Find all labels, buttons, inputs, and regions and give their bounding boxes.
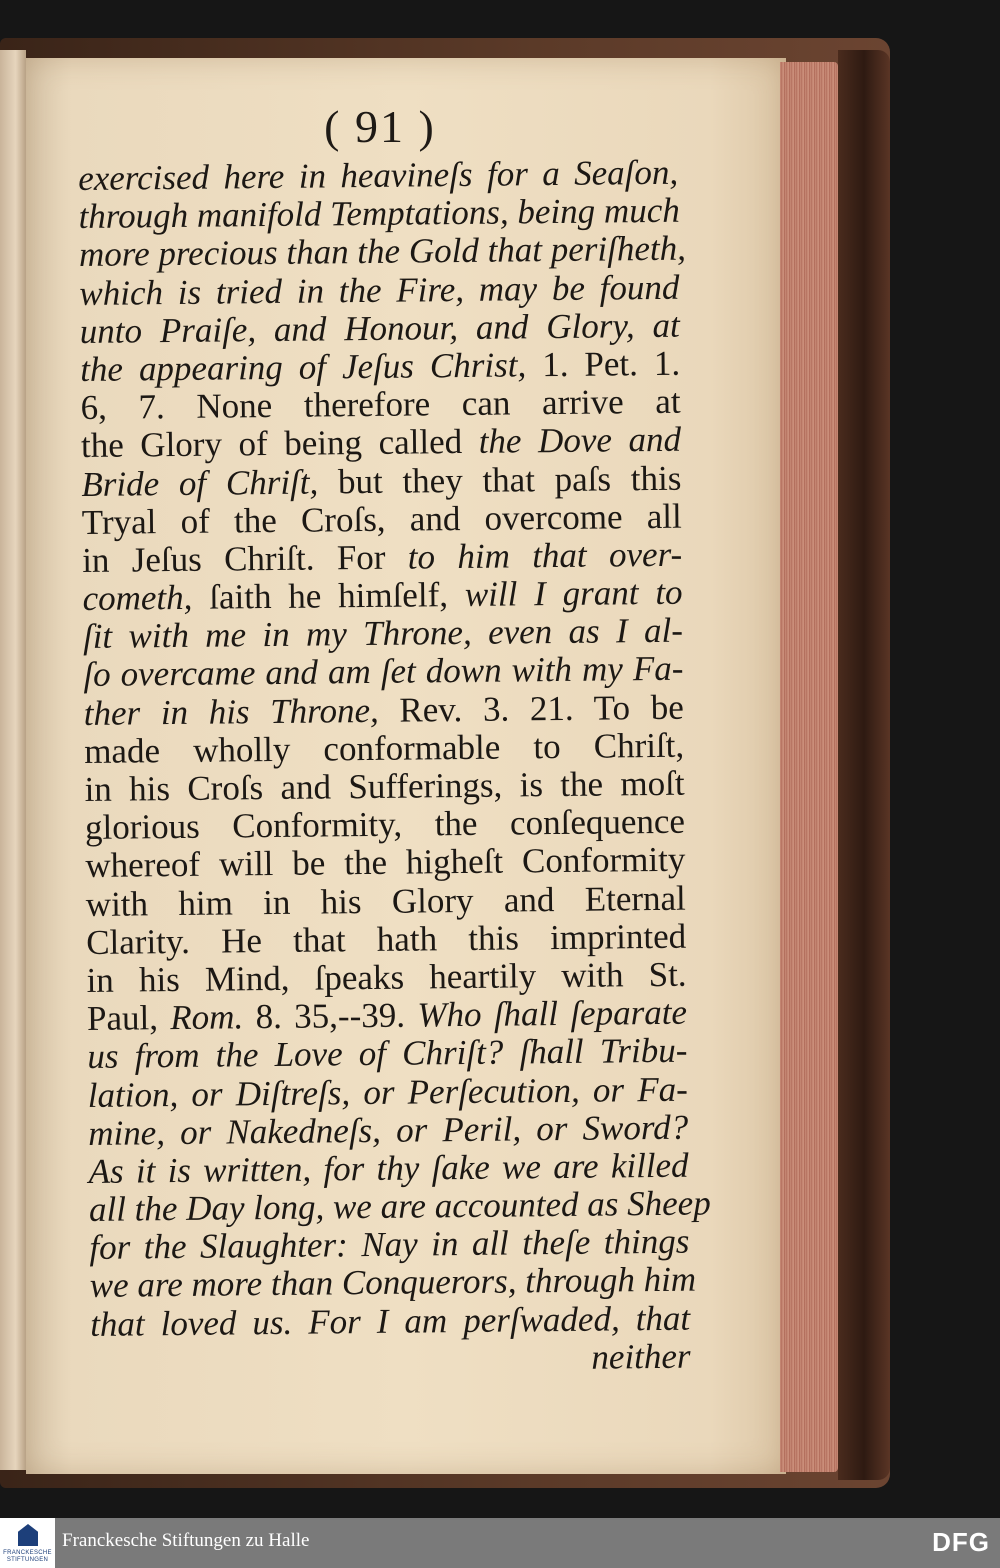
institution-logo[interactable]	[0, 1518, 55, 1568]
italic-text: unto Praiſe, and Honour, and Glory, at	[79, 305, 680, 351]
franckesche-logo-icon	[18, 1524, 38, 1546]
italic-text: us from the Love of Chriſt? ſhall Tribu-	[87, 1030, 688, 1077]
italic-text: Bride of Chriſt,	[81, 461, 339, 504]
italic-text: lation, or Diſtreſs, or Perſecution, or Fa-	[87, 1069, 688, 1115]
catchword: neither	[591, 1336, 691, 1377]
roman-text: Paul,	[86, 998, 171, 1039]
previous-page-edge	[0, 50, 26, 1470]
roman-text: in his Mind, ſpeaks heartily with St.	[86, 954, 687, 1000]
italic-text: will I grant to	[464, 572, 683, 615]
roman-text: glorious Conformity, the conſequence	[84, 801, 686, 848]
institution-name[interactable]: Franckesche Stiftungen zu Halle	[62, 1530, 310, 1551]
roman-text: whereof will be the higheſt Conformity	[85, 840, 686, 886]
italic-text: ſit with me in my Throne, even as I al-	[82, 610, 684, 657]
italic-text: we are more than Conquerors, through him	[89, 1260, 697, 1306]
italic-text: that loved us. For I am perſwaded, that	[89, 1298, 691, 1344]
roman-text: ſaith he himſelf,	[209, 575, 466, 617]
italic-text: ther in his Throne,	[83, 690, 400, 733]
dfg-logo[interactable]: DFG	[932, 1527, 990, 1557]
italic-text: the appearing of Jeſus Christ,	[79, 345, 543, 389]
italic-text: ſo overcame and am ſet down with my Fa-	[83, 649, 684, 695]
roman-text: 8. 35,--39.	[255, 995, 418, 1037]
roman-text: with him in his Glory and Eternal	[85, 878, 686, 924]
roman-text: 1. Pet. 1.	[541, 343, 681, 385]
roman-text: Rev. 3. 21. To be	[399, 687, 684, 730]
page-text	[77, 152, 711, 1382]
italic-text: through manifold Temptations, being much	[78, 190, 680, 237]
roman-text: in his Croſs and Sufferings, is the moſt	[84, 763, 685, 809]
roman-text: but they that paſs this	[337, 458, 682, 501]
viewer-footer	[0, 1518, 1000, 1568]
italic-text: all the Day long, we are accounted as Sheep	[88, 1183, 711, 1230]
italic-text: more precious than the Gold that periſheth,	[78, 229, 687, 275]
italic-text: which is tried in the Fire, may be found	[79, 267, 680, 313]
italic-text: Who ſhall ſeparate	[417, 992, 688, 1035]
logo-caption: FRANCKESCHE STIFTUNGEN	[3, 1550, 52, 1563]
roman-text: Clarity. He that hath this imprinted	[85, 916, 687, 962]
page-number: ( 91 )	[324, 101, 436, 152]
italic-text: to him that over-	[407, 534, 683, 577]
page-edges	[780, 62, 838, 1472]
italic-text: mine, or Nakedneſs, or Peril, or Sword?	[87, 1107, 689, 1153]
roman-text: 6, 7. None therefore can arrive at	[80, 381, 681, 428]
italic-text: the Dove and	[478, 420, 682, 462]
roman-text: in Jeſus Chriſt. For	[81, 537, 409, 580]
roman-text: made wholly conformable to Chriſt,	[83, 725, 685, 771]
italic-text: cometh,	[82, 577, 210, 619]
italic-text: As it is written, for thy ſake we are killed	[88, 1145, 689, 1191]
italic-text: Rom.	[170, 997, 256, 1038]
book-binding	[838, 50, 890, 1480]
italic-text: exercised here in heavineſs for a Seaſon,	[77, 152, 679, 198]
italic-text: for the Slaughter: Nay in all theſe things	[89, 1221, 690, 1268]
roman-text: Tryal of the Croſs, and overcome all	[81, 496, 682, 542]
roman-text: the Glory of being called	[80, 422, 479, 466]
